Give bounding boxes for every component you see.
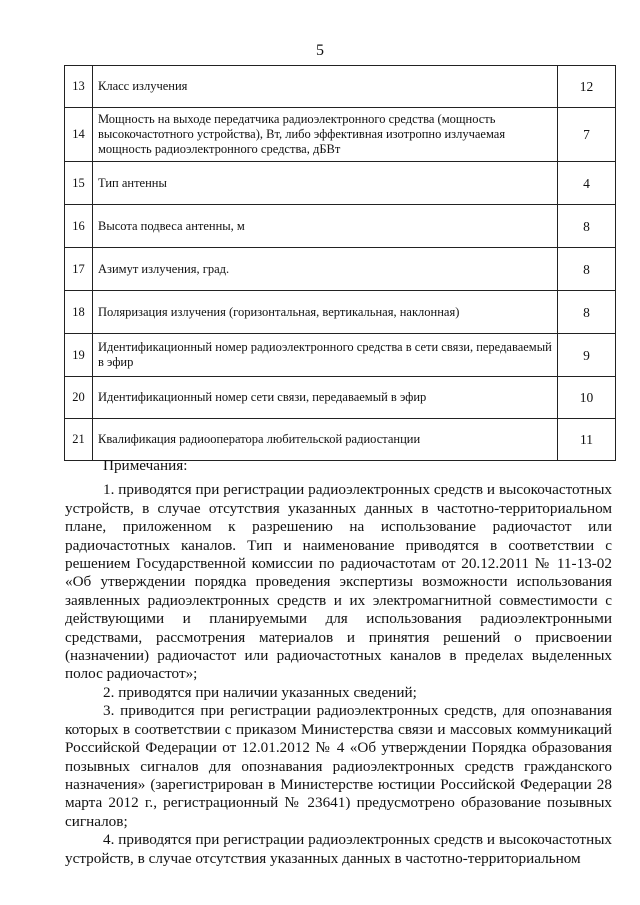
table-row xyxy=(65,162,616,205)
parameters-table xyxy=(64,65,616,461)
row-name: Класс излучения xyxy=(93,66,558,108)
row-value: 12 xyxy=(558,66,616,108)
table-row xyxy=(65,108,616,162)
table-row xyxy=(65,419,616,461)
row-number: 14 xyxy=(65,108,93,162)
row-name: Квалификация радиооператора любительской радиостанции xyxy=(93,419,558,461)
row-value: 8 xyxy=(558,248,616,291)
page-number: 5 xyxy=(316,42,324,59)
row-name: Азимут излучения, град. xyxy=(93,248,558,291)
row-number: 13 xyxy=(65,66,93,108)
row-number: 15 xyxy=(65,162,93,205)
table-row xyxy=(65,377,616,419)
note-paragraph: 3. приводится при регистрации радиоэлектронных средств, для опознавания которых в соответствии с приказом Министерства связи и массовых коммуникаций Российской Федерации от 12.01.2012 № 4 «Об утверждении Порядка образования позывных сигналов для опознавания радиоэлектронных средств гражданского назначения» (зарегистрирован в Министерстве юстиции Российской Федерации 28 марта 2012 г., регистрационный № 23641) предусмотрено образование позывных сигналов; xyxy=(65,702,612,830)
row-value: 10 xyxy=(558,377,616,419)
row-value: 8 xyxy=(558,291,616,334)
table-row xyxy=(65,66,616,108)
row-value: 7 xyxy=(558,108,616,162)
table-row xyxy=(65,205,616,248)
table-row xyxy=(65,248,616,291)
row-number: 19 xyxy=(65,334,93,377)
notes-title: Примечания: xyxy=(103,457,188,474)
row-name: Идентификационный номер сети связи, передаваемый в эфир xyxy=(93,377,558,419)
table-row xyxy=(65,291,616,334)
row-value: 8 xyxy=(558,205,616,248)
row-number: 16 xyxy=(65,205,93,248)
row-value: 9 xyxy=(558,334,616,377)
row-number: 20 xyxy=(65,377,93,419)
row-name: Тип антенны xyxy=(93,162,558,205)
row-name: Мощность на выходе передатчика радиоэлектронного средства (мощность высокочастотного устройства), Вт, либо эффективная изотропно излучаемая мощность радиоэлектронного средства, дБВт xyxy=(93,108,558,162)
note-paragraph: 1. приводятся при регистрации радиоэлектронных средств и высокочастотных устройств, в случае отсутствия указанных данных в частотно-территориальном плане, приложенном к разрешению на использование радиочастот или радиочастотных каналов. Тип и наименование приводятся в соответствии с решением Государственной комиссии по радиочастотам от 20.12.2011 № 11-13-02 «Об утверждении порядка проведения экспертизы возможности использования заявленных радиоэлектронных средств и их электромагнитной совместимости с действующими и планируемыми для использования радиоэлектронными средствами, рассмотрения материалов и принятия решений о присвоении (назначении) радиочастот или радиочастотных каналов в пределах выделенных полос радиочастот»; xyxy=(65,481,612,683)
note-paragraph: 4. приводятся при регистрации радиоэлектронных средств и высокочастотных устройств, в случае отсутствия указанных данных в частотно-территориальном xyxy=(65,831,612,867)
row-name: Идентификационный номер радиоэлектронного средства в сети связи, передаваемый в эфир xyxy=(93,334,558,377)
row-number: 17 xyxy=(65,248,93,291)
row-number: 21 xyxy=(65,419,93,461)
row-value: 11 xyxy=(558,419,616,461)
table-row xyxy=(65,334,616,377)
notes-section xyxy=(65,457,612,868)
row-value: 4 xyxy=(558,162,616,205)
note-paragraph: 2. приводятся при наличии указанных сведений; xyxy=(103,683,417,701)
row-name: Поляризация излучения (горизонтальная, вертикальная, наклонная) xyxy=(93,291,558,334)
row-number: 18 xyxy=(65,291,93,334)
row-name: Высота подвеса антенны, м xyxy=(93,205,558,248)
